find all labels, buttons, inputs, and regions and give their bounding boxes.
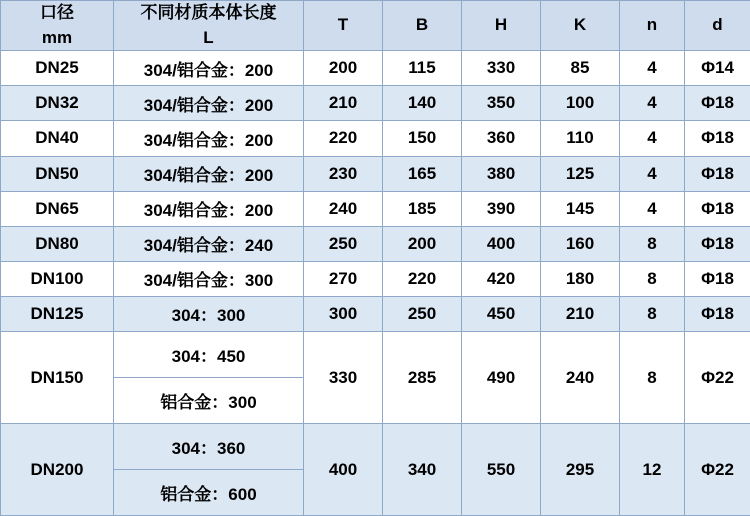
- cell-k: 110: [541, 121, 620, 156]
- cell-b: 220: [383, 261, 462, 296]
- cell-length-top: 304：360: [114, 424, 304, 470]
- cell-dn: DN65: [1, 191, 114, 226]
- header-row: [1, 1, 750, 51]
- cell-dn: DN125: [1, 296, 114, 331]
- cell-length: 304/铝合金：200: [114, 86, 304, 121]
- cell-length: 304/铝合金：240: [114, 226, 304, 261]
- table-row: [1, 424, 750, 470]
- cell-t: 300: [304, 296, 383, 331]
- cell-b: 165: [383, 156, 462, 191]
- table-row: [1, 86, 750, 121]
- cell-h: 330: [462, 51, 541, 86]
- header-cell-length: [114, 1, 304, 51]
- cell-b: 285: [383, 332, 462, 424]
- cell-k: 240: [541, 332, 620, 424]
- cell-length: 304/铝合金：300: [114, 261, 304, 296]
- header-diameter-line1: 口径: [40, 3, 74, 22]
- cell-k: 125: [541, 156, 620, 191]
- header-length-line1: 不同材质本体长度: [140, 3, 277, 22]
- cell-n: 8: [620, 332, 685, 424]
- cell-k: 160: [541, 226, 620, 261]
- cell-h: 490: [462, 332, 541, 424]
- cell-b: 185: [383, 191, 462, 226]
- header-cell-b: B: [383, 1, 462, 51]
- table-row: [1, 191, 750, 226]
- cell-dn: DN150: [1, 332, 114, 424]
- cell-dn: DN200: [1, 424, 114, 516]
- header-cell-d: d: [685, 1, 750, 51]
- cell-t: 220: [304, 121, 383, 156]
- cell-b: 150: [383, 121, 462, 156]
- cell-length: 304/铝合金：200: [114, 51, 304, 86]
- cell-length-bottom: 铝合金：300: [114, 378, 304, 424]
- cell-t: 250: [304, 226, 383, 261]
- table-row: [1, 332, 750, 378]
- table-row: [1, 296, 750, 331]
- header-cell-diameter: [1, 1, 114, 51]
- cell-t: 240: [304, 191, 383, 226]
- cell-d: Φ22: [685, 424, 750, 516]
- cell-n: 8: [620, 226, 685, 261]
- cell-h: 360: [462, 121, 541, 156]
- cell-dn: DN25: [1, 51, 114, 86]
- cell-dn: DN50: [1, 156, 114, 191]
- cell-dn: DN32: [1, 86, 114, 121]
- cell-b: 140: [383, 86, 462, 121]
- cell-t: 210: [304, 86, 383, 121]
- cell-length: 304/铝合金：200: [114, 191, 304, 226]
- cell-d: Φ18: [685, 86, 750, 121]
- cell-t: 270: [304, 261, 383, 296]
- cell-d: Φ14: [685, 51, 750, 86]
- cell-b: 115: [383, 51, 462, 86]
- table-row: [1, 51, 750, 86]
- cell-h: 350: [462, 86, 541, 121]
- cell-dn: DN100: [1, 261, 114, 296]
- cell-h: 390: [462, 191, 541, 226]
- cell-dn: DN40: [1, 121, 114, 156]
- cell-d: Φ18: [685, 296, 750, 331]
- cell-h: 450: [462, 296, 541, 331]
- cell-t: 230: [304, 156, 383, 191]
- cell-b: 340: [383, 424, 462, 516]
- cell-h: 380: [462, 156, 541, 191]
- header-cell-k: K: [541, 1, 620, 51]
- header-diameter-line2: mm: [41, 27, 73, 47]
- cell-k: 85: [541, 51, 620, 86]
- cell-k: 295: [541, 424, 620, 516]
- header-cell-n: n: [620, 1, 685, 51]
- cell-k: 210: [541, 296, 620, 331]
- cell-h: 420: [462, 261, 541, 296]
- cell-length-bottom: 铝合金：600: [114, 470, 304, 516]
- cell-k: 145: [541, 191, 620, 226]
- table-header: [1, 1, 750, 51]
- cell-d: Φ18: [685, 156, 750, 191]
- table-row: [1, 226, 750, 261]
- header-cell-h: H: [462, 1, 541, 51]
- table-row: [1, 121, 750, 156]
- header-length-line2: L: [203, 27, 214, 47]
- cell-h: 400: [462, 226, 541, 261]
- cell-d: Φ22: [685, 332, 750, 424]
- cell-length: 304：300: [114, 296, 304, 331]
- cell-d: Φ18: [685, 226, 750, 261]
- cell-n: 4: [620, 121, 685, 156]
- cell-n: 4: [620, 191, 685, 226]
- cell-b: 200: [383, 226, 462, 261]
- cell-dn: DN80: [1, 226, 114, 261]
- cell-h: 550: [462, 424, 541, 516]
- cell-n: 4: [620, 86, 685, 121]
- cell-d: Φ18: [685, 191, 750, 226]
- cell-t: 400: [304, 424, 383, 516]
- cell-t: 330: [304, 332, 383, 424]
- table-row: [1, 261, 750, 296]
- header-cell-t: T: [304, 1, 383, 51]
- cell-n: 8: [620, 296, 685, 331]
- cell-n: 8: [620, 261, 685, 296]
- cell-n: 4: [620, 156, 685, 191]
- cell-length-top: 304：450: [114, 332, 304, 378]
- cell-b: 250: [383, 296, 462, 331]
- table-row: [1, 156, 750, 191]
- cell-n: 12: [620, 424, 685, 516]
- cell-k: 180: [541, 261, 620, 296]
- cell-d: Φ18: [685, 121, 750, 156]
- cell-d: Φ18: [685, 261, 750, 296]
- cell-t: 200: [304, 51, 383, 86]
- cell-k: 100: [541, 86, 620, 121]
- cell-length: 304/铝合金：200: [114, 121, 304, 156]
- table-body: [1, 51, 750, 516]
- cell-n: 4: [620, 51, 685, 86]
- cell-length: 304/铝合金：200: [114, 156, 304, 191]
